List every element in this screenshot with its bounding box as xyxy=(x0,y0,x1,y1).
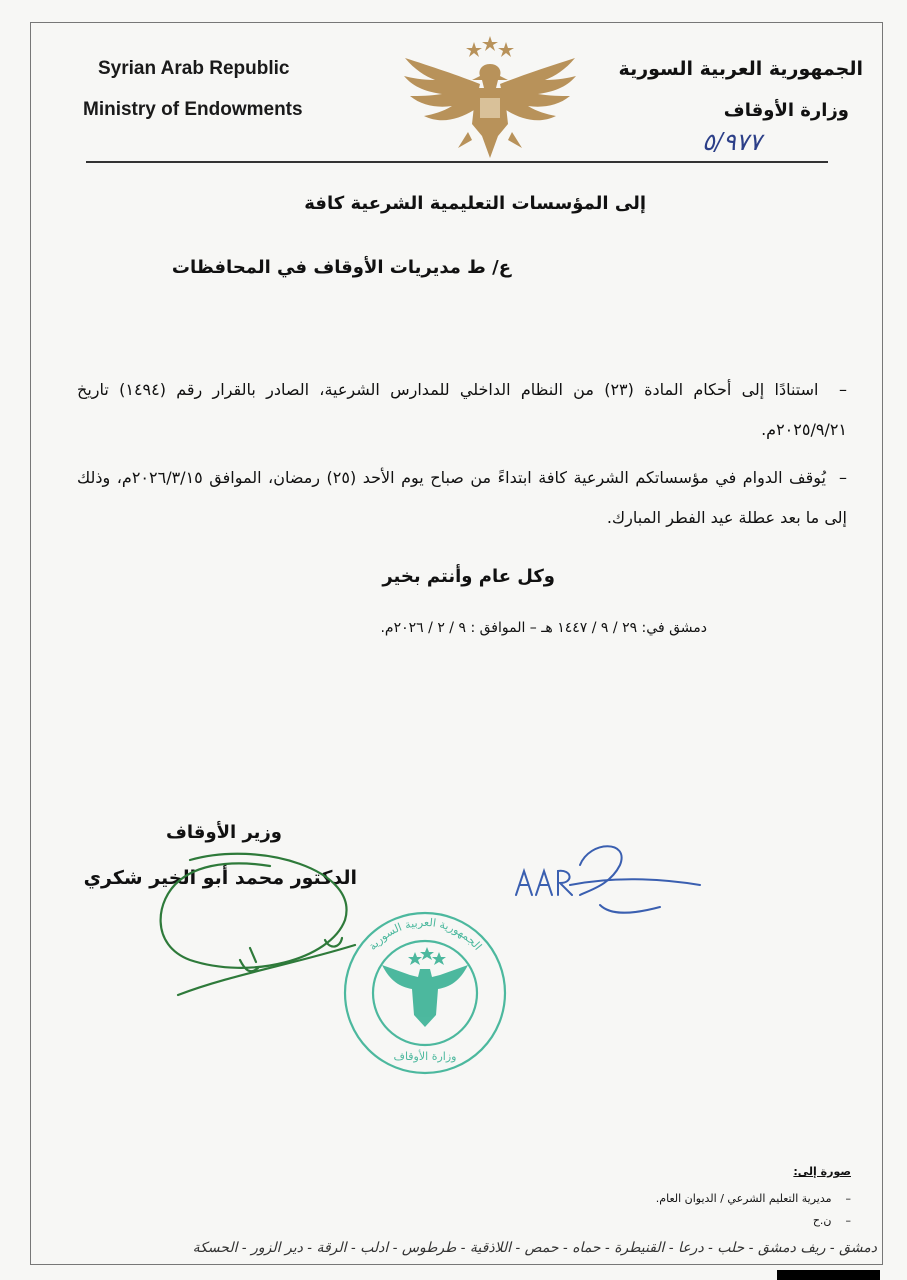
bullet-dash: – xyxy=(825,468,848,487)
date-line: دمشق في: ٢٩ / ٩ / ١٤٤٧ هـ – الموافق : ٩ / ٢ / ٢٠٢٦م. xyxy=(380,620,707,636)
svg-text:الجمهورية العربية السورية xyxy=(366,916,484,953)
reference-number: ٥/٩٧٧ xyxy=(702,128,762,156)
stamp-bottom-text: وزارة الأوقاف xyxy=(393,1050,457,1063)
copies-label: صورة إلى: xyxy=(793,1165,851,1178)
header-ar-ministry: وزارة الأوقاف xyxy=(723,100,849,121)
stamp-ring-text: الجمهورية العربية السورية xyxy=(365,915,485,953)
copies-item-2: – ن.ح xyxy=(812,1214,851,1227)
header-en-country: Syrian Arab Republic xyxy=(98,58,290,79)
official-stamp-icon xyxy=(340,905,510,1080)
redaction-bar xyxy=(777,1270,880,1280)
paragraph-2: – يُوقف الدوام في مؤسساتكم الشرعية كافة ابتداءً من صباح يوم الأحد (٢٥) رمضان، الموافق ٢٠٢٦/٣/١٥م، وذلك إلى ما بعد عطلة عيد الفطر المبارك. xyxy=(77,468,848,527)
recipient-via: ع/ ط مديريات الأوقاف في المحافظات xyxy=(171,257,511,278)
signatory-name: الدكتور محمد أبو الخير شكري xyxy=(83,867,357,889)
paragraph-1: – استنادًا إلى أحكام المادة (٢٣) من النظام الداخلي للمدارس الشرعية، الصادر بالقرار رقم (١٤٩٤) تاريخ ٢٠٢٥/٩/٢١م. xyxy=(77,380,848,439)
copies-item-1: – مديرية التعليم الشرعي / الديوان العام. xyxy=(655,1192,851,1205)
handwritten-distribution-list: دمشق - ريف دمشق - حلب - درعا - القنيطرة - حماه - حمص - اللاذقية - طرطوس - ادلب - الرقة - دير الزور - الحسكة xyxy=(192,1240,877,1256)
minister-signature-icon xyxy=(150,840,370,1010)
eagle-emblem-icon xyxy=(400,36,580,160)
greeting: وكل عام وأنتم بخير xyxy=(382,566,555,587)
bullet-dash: – xyxy=(818,380,848,399)
recipient-to: إلى المؤسسات التعليمية الشرعية كافة xyxy=(304,193,646,214)
initials-signature-icon xyxy=(510,835,710,925)
header-en-ministry: Ministry of Endowments xyxy=(83,99,303,120)
signatory-title: وزير الأوقاف xyxy=(166,822,282,843)
header-divider xyxy=(86,161,828,163)
header-ar-country: الجمهورية العربية السورية xyxy=(618,58,863,80)
